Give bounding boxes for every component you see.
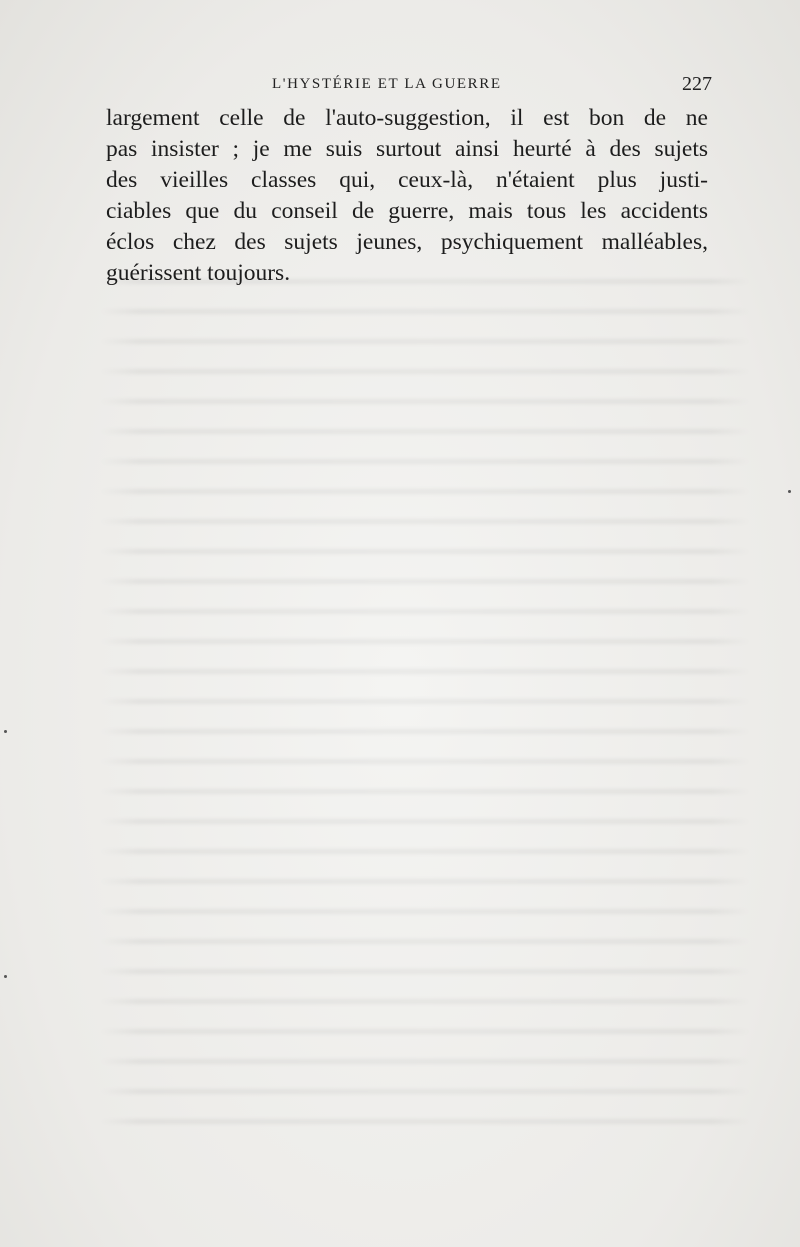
text-line: pas insister ; je me suis surtout ainsi heurté à des sujets xyxy=(106,136,708,162)
text-line: éclos chez des sujets jeunes, psychiquement malléables, xyxy=(106,229,708,255)
body-paragraph xyxy=(106,103,708,289)
text-line: des vieilles classes qui, ceux-là, n'étaient plus justi- xyxy=(106,167,708,193)
text-line: ciables que du conseil de guerre, mais tous les accidents xyxy=(106,198,708,224)
margin-speck xyxy=(788,490,791,493)
bleed-through-texture xyxy=(100,280,750,1180)
running-header xyxy=(272,74,712,96)
margin-speck xyxy=(4,975,7,978)
margin-speck xyxy=(4,730,7,733)
text-line: largement celle de l'auto-suggestion, il est bon de ne xyxy=(106,105,708,131)
text-line: guérissent toujours. xyxy=(106,260,291,286)
page-number: 227 xyxy=(682,73,712,95)
running-title: L'HYSTÉRIE ET LA GUERRE xyxy=(272,76,502,92)
